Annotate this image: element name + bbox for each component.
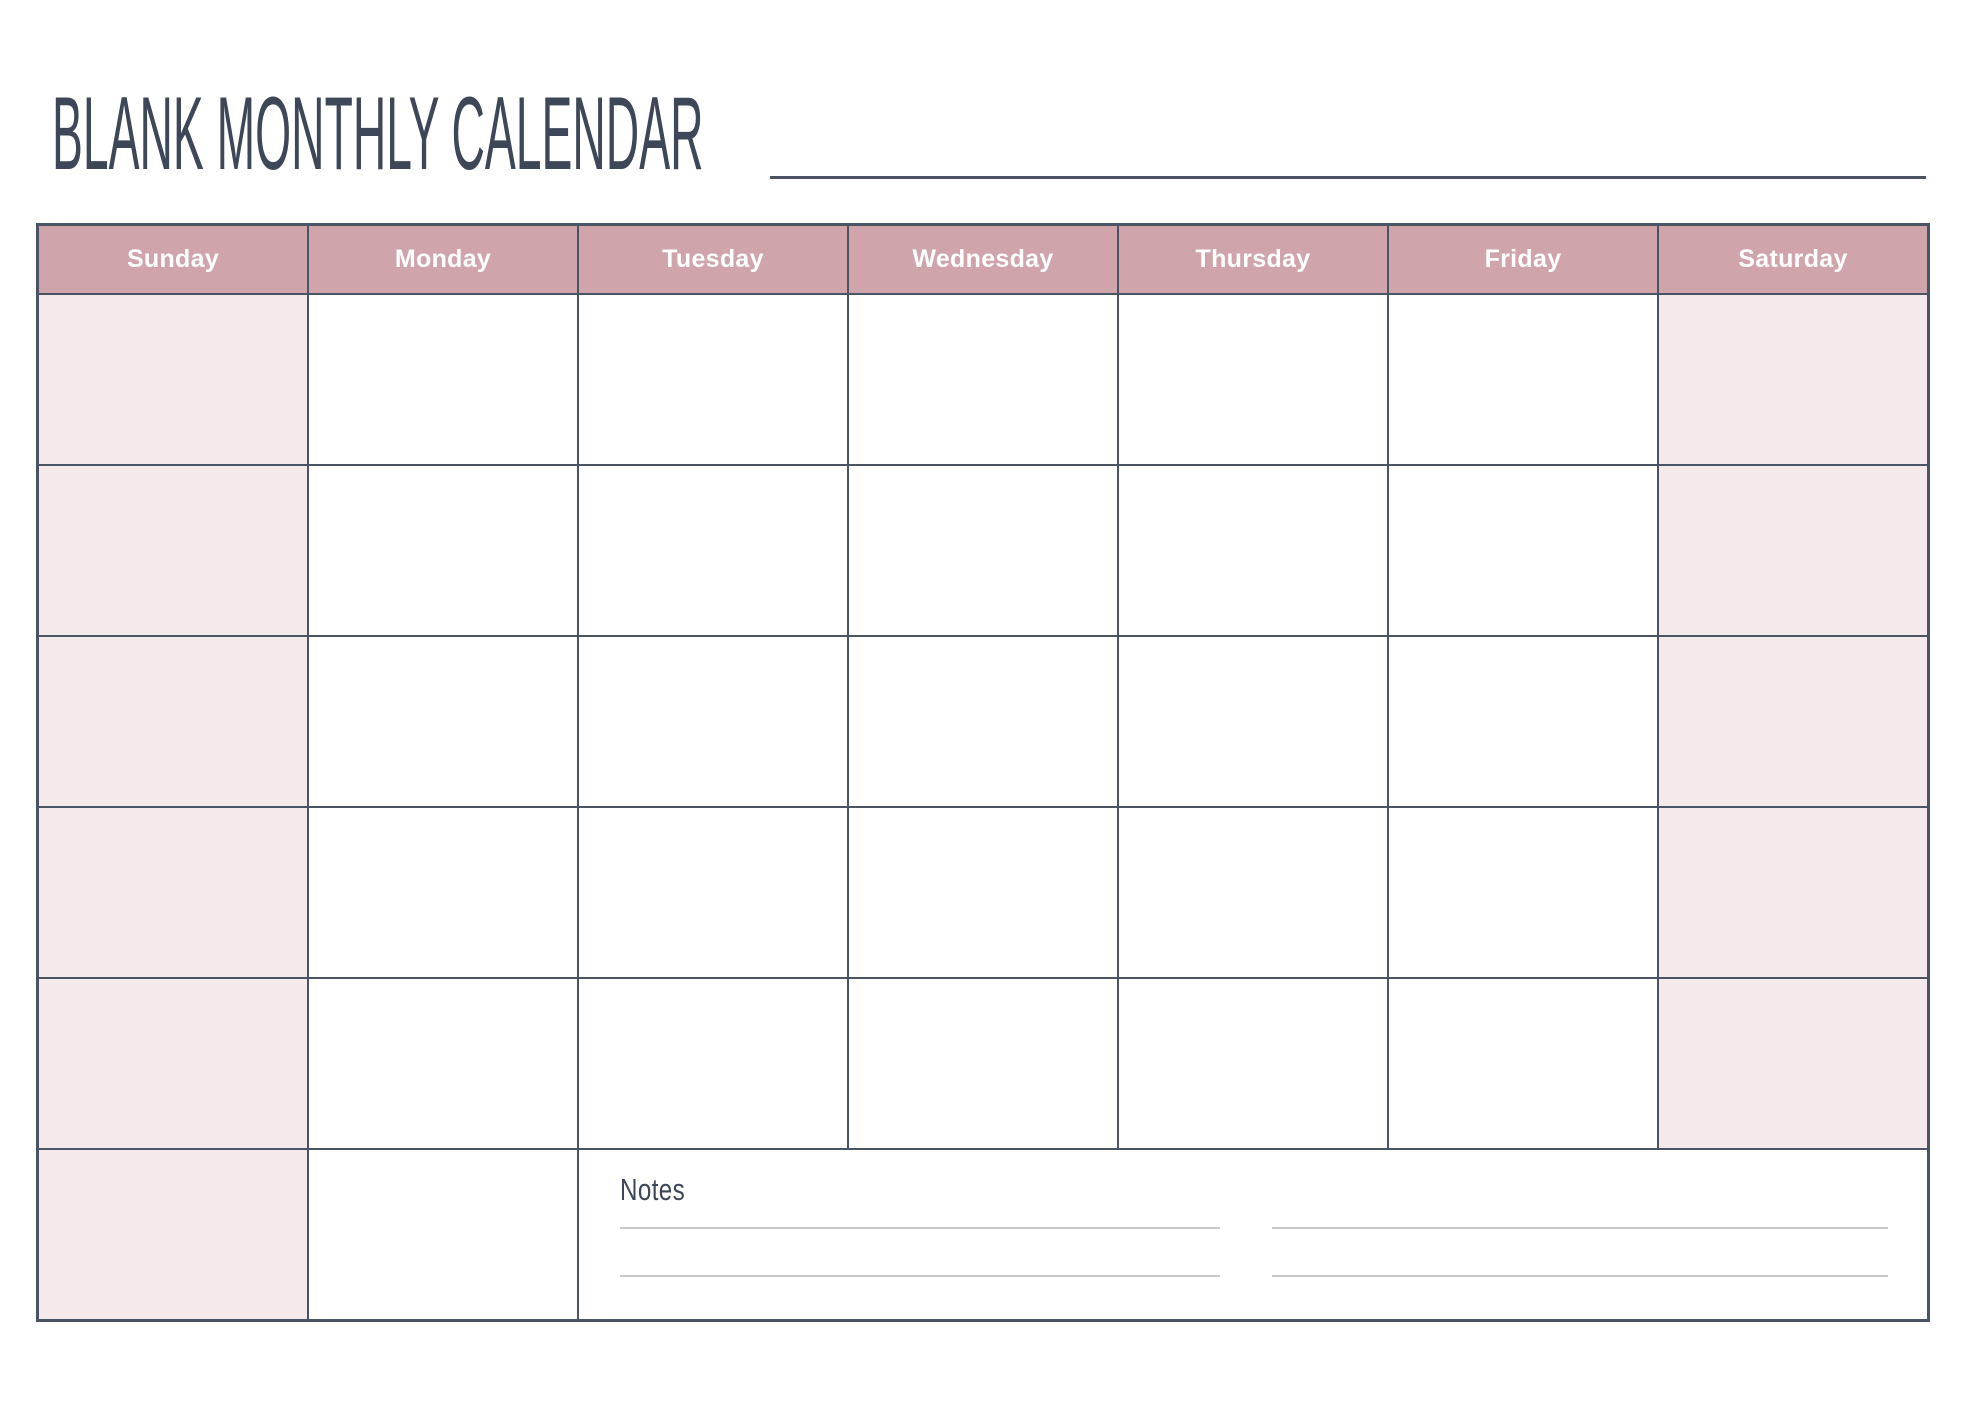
- calendar-cell-week2-tuesday: [579, 466, 847, 635]
- calendar-cell-week5-saturday: [1659, 979, 1927, 1148]
- calendar-cell-week3-sunday: [39, 637, 307, 806]
- day-header-thursday: Thursday: [1119, 226, 1387, 293]
- calendar-cell-week5-wednesday: [849, 979, 1117, 1148]
- calendar-cell-week5-friday: [1389, 979, 1657, 1148]
- calendar-cell-week1-friday: [1389, 295, 1657, 464]
- calendar-cell-week2-monday: [309, 466, 577, 635]
- calendar-cell-week4-sunday: [39, 808, 307, 977]
- calendar-cell-week5-thursday: [1119, 979, 1387, 1148]
- calendar-cell-week3-thursday: [1119, 637, 1387, 806]
- calendar-cell-week1-saturday: [1659, 295, 1927, 464]
- title-underline: [770, 176, 1926, 179]
- calendar-cell-week6-monday: [309, 1150, 577, 1319]
- calendar-cell-week2-friday: [1389, 466, 1657, 635]
- notes-section: [579, 1150, 1927, 1319]
- calendar-cell-week4-thursday: [1119, 808, 1387, 977]
- calendar-cell-week6-sunday: [39, 1150, 307, 1319]
- calendar-cell-week2-saturday: [1659, 466, 1927, 635]
- calendar-cell-week3-tuesday: [579, 637, 847, 806]
- day-header-monday: Monday: [309, 226, 577, 293]
- monthly-calendar: [36, 223, 1930, 1322]
- calendar-cell-week1-monday: [309, 295, 577, 464]
- calendar-cell-week1-thursday: [1119, 295, 1387, 464]
- notes-line: [620, 1275, 1220, 1277]
- calendar-cell-week2-thursday: [1119, 466, 1387, 635]
- day-header-sunday: Sunday: [39, 226, 307, 293]
- calendar-cell-week5-tuesday: [579, 979, 847, 1148]
- calendar-cell-week4-wednesday: [849, 808, 1117, 977]
- calendar-cell-week3-saturday: [1659, 637, 1927, 806]
- calendar-cell-week2-wednesday: [849, 466, 1117, 635]
- calendar-cell-week5-sunday: [39, 979, 307, 1148]
- day-header-tuesday: Tuesday: [579, 226, 847, 293]
- calendar-cell-week4-friday: [1389, 808, 1657, 977]
- day-header-wednesday: Wednesday: [849, 226, 1117, 293]
- notes-label: Notes: [620, 1172, 686, 1207]
- page-title: BLANK MONTHLY CALENDAR: [52, 76, 704, 192]
- calendar-cell-week3-wednesday: [849, 637, 1117, 806]
- calendar-cell-week4-tuesday: [579, 808, 847, 977]
- day-header-friday: Friday: [1389, 226, 1657, 293]
- day-header-saturday: Saturday: [1659, 226, 1927, 293]
- calendar-cell-week3-monday: [309, 637, 577, 806]
- calendar-cell-week4-saturday: [1659, 808, 1927, 977]
- calendar-cell-week5-monday: [309, 979, 577, 1148]
- calendar-cell-week1-sunday: [39, 295, 307, 464]
- calendar-cell-week2-sunday: [39, 466, 307, 635]
- notes-line: [1272, 1275, 1888, 1277]
- calendar-cell-week1-tuesday: [579, 295, 847, 464]
- calendar-cell-week1-wednesday: [849, 295, 1117, 464]
- calendar-cell-week4-monday: [309, 808, 577, 977]
- calendar-cell-week3-friday: [1389, 637, 1657, 806]
- notes-line: [620, 1227, 1220, 1229]
- notes-line: [1272, 1227, 1888, 1229]
